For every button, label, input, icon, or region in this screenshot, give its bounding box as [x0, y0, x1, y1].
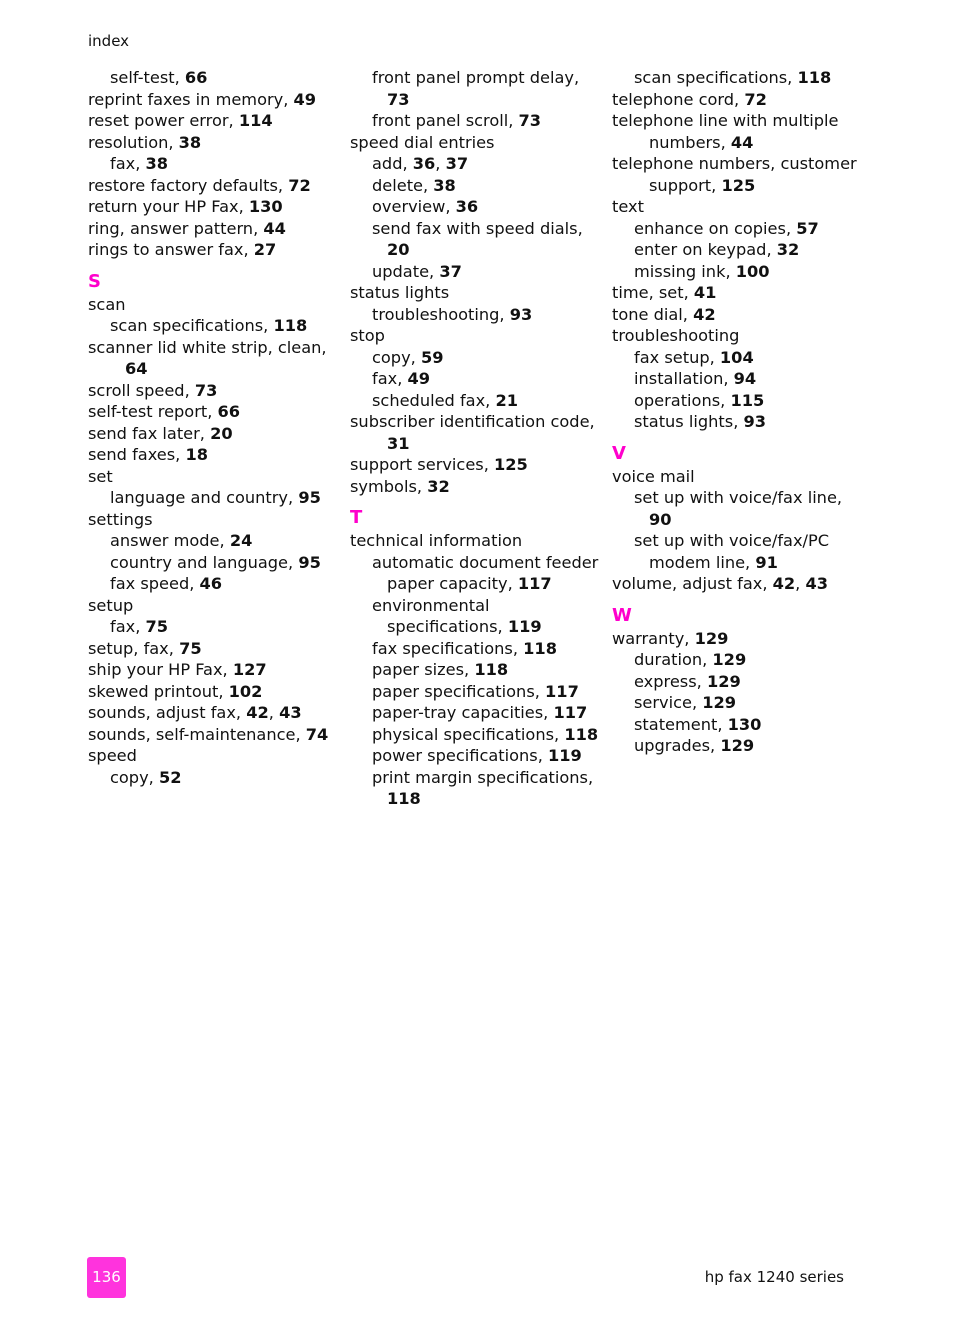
- entry-term: copy,: [372, 347, 421, 367]
- entry-page-ref: 37: [445, 154, 469, 173]
- entry-term: subscriber identification code,: [350, 412, 595, 431]
- entry-page-ref: 118: [474, 660, 509, 679]
- entry-page-ref: 66: [217, 402, 241, 421]
- entry-term: enhance on copies,: [634, 218, 797, 238]
- index-entry: [88, 239, 328, 261]
- index-entry: [612, 487, 852, 509]
- entry-term: support,: [649, 175, 722, 195]
- index-entry: [612, 153, 857, 175]
- entry-term: fax setup,: [634, 347, 720, 367]
- entry-term: fax specifications,: [372, 638, 524, 658]
- index-entry: [612, 218, 852, 240]
- entry-term: setup: [88, 595, 134, 615]
- entry-term: self-test report,: [88, 402, 218, 421]
- index-entry: [88, 358, 328, 380]
- entry-page-ref: 24: [229, 531, 253, 550]
- entry-term: troubleshooting: [612, 326, 740, 345]
- entry-page-ref: 27: [253, 240, 277, 259]
- entry-term: fax,: [110, 154, 146, 173]
- index-entry: [88, 487, 328, 509]
- index-entry: [350, 476, 590, 498]
- entry-term: troubleshooting,: [372, 304, 510, 324]
- entry-term: modem line,: [649, 552, 756, 572]
- index-entry: [350, 347, 590, 369]
- entry-term: fax speed,: [110, 574, 200, 593]
- entry-term: statement,: [634, 714, 728, 734]
- entry-term: answer mode,: [110, 531, 230, 550]
- entry-term: volume, adjust fax,: [612, 574, 773, 593]
- entry-term: upgrades,: [634, 736, 721, 755]
- entry-page-ref: 31: [387, 433, 410, 453]
- index-entry: [612, 530, 852, 552]
- index-entry: [350, 702, 590, 724]
- entry-term: scheduled fax,: [372, 390, 496, 410]
- index-entry: [350, 767, 594, 789]
- index-entry: [612, 239, 852, 261]
- entry-page-ref: 38: [178, 132, 202, 152]
- entry-page-ref: 32: [776, 240, 800, 259]
- entry-term: copy,: [110, 767, 159, 787]
- entry-term: overview,: [372, 197, 456, 216]
- entry-page-ref: 114: [238, 111, 273, 130]
- entry-term: setup, fax,: [88, 638, 180, 658]
- entry-page-ref: 49: [407, 369, 431, 388]
- index-entry: [350, 530, 590, 552]
- index-entry: [350, 595, 590, 617]
- entry-page-ref: 93: [743, 412, 767, 431]
- entry-page-ref: 117: [553, 703, 588, 722]
- entry-page-ref: 119: [507, 617, 542, 636]
- index-entry: [88, 380, 328, 402]
- entry-page-ref: 73: [194, 380, 218, 400]
- index-entry: [350, 282, 590, 304]
- index-entry: [350, 390, 590, 412]
- entry-page-ref: 20: [387, 240, 410, 259]
- index-entry: [350, 368, 590, 390]
- entry-term: specifications,: [387, 617, 508, 636]
- index-entry: [88, 638, 328, 660]
- index-entry: [350, 681, 590, 703]
- index-entry: [88, 110, 328, 132]
- entry-page-ref: 95: [298, 488, 321, 507]
- entry-term: scan specifications,: [634, 68, 798, 87]
- entry-page-ref: 43: [805, 574, 828, 593]
- entry-page-ref: 38: [433, 175, 456, 195]
- entry-term: rings to answer fax,: [88, 240, 254, 259]
- entry-term: return your HP Fax,: [88, 197, 249, 216]
- running-head: index: [88, 32, 130, 50]
- entry-page-ref: 75: [145, 617, 169, 636]
- index-entry: [88, 573, 328, 595]
- entry-page-ref: 118: [564, 724, 599, 744]
- entry-term: tone dial,: [612, 304, 694, 324]
- index-entry: [350, 411, 595, 433]
- entry-term: scroll speed,: [88, 380, 195, 400]
- entry-term: skewed printout,: [88, 681, 229, 701]
- entry-term: stop: [350, 326, 385, 345]
- entry-term: physical specifications,: [372, 724, 565, 744]
- section-letter: W: [612, 604, 632, 626]
- entry-page-ref: 94: [733, 369, 757, 388]
- entry-term: ship your HP Fax,: [88, 660, 233, 679]
- entry-page-ref: 43: [279, 703, 302, 722]
- index-entry: [612, 628, 852, 650]
- index-entry: [612, 196, 852, 218]
- entry-page-ref: 93: [509, 304, 533, 324]
- entry-page-ref: 73: [518, 111, 542, 130]
- index-entry: [88, 132, 328, 154]
- entry-page-ref: 117: [545, 681, 579, 701]
- index-entry: [612, 735, 852, 757]
- entry-term: scanner lid white strip, clean,: [88, 337, 327, 357]
- index-entry: [612, 175, 852, 197]
- entry-page-ref: 37: [439, 261, 462, 281]
- entry-term: text: [612, 197, 644, 216]
- index-entry: [612, 325, 852, 347]
- entry-term: time, set,: [612, 283, 694, 302]
- entry-term: restore factory defaults,: [88, 175, 289, 195]
- index-entry: [88, 89, 328, 111]
- index-entry: [88, 466, 328, 488]
- index-entry: [612, 649, 852, 671]
- entry-page-ref: 129: [702, 693, 737, 712]
- index-entry: [350, 788, 590, 810]
- index-entry: [88, 423, 328, 445]
- entry-page-ref: 46: [199, 574, 223, 593]
- index-entry: [88, 315, 328, 337]
- entry-page-ref: 104: [719, 347, 754, 367]
- entry-term: installation,: [634, 369, 734, 388]
- section-letter: V: [612, 442, 626, 464]
- entry-term: operations,: [634, 390, 731, 410]
- entry-page-ref: 42: [693, 304, 716, 324]
- index-entry: [612, 552, 852, 574]
- entry-term: speed: [88, 746, 137, 765]
- entry-term: power specifications,: [372, 746, 548, 765]
- index-entry: [88, 767, 328, 789]
- entry-page-ref: 129: [694, 628, 729, 648]
- entry-term: reset power error,: [88, 111, 239, 130]
- index-entry: [612, 466, 852, 488]
- index-entry: [350, 132, 590, 154]
- entry-page-ref: 118: [387, 789, 421, 808]
- entry-term: resolution,: [88, 132, 179, 152]
- entry-page-ref: 38: [145, 154, 169, 173]
- index-entry: [88, 218, 328, 240]
- entry-page-ref: 20: [210, 423, 233, 443]
- index-entry: [612, 714, 852, 736]
- entry-page-ref: 95: [298, 552, 321, 572]
- index-entry: [612, 132, 852, 154]
- index-entry: [612, 261, 852, 283]
- entry-term: set up with voice/fax line,: [634, 488, 843, 507]
- entry-page-ref: 72: [288, 175, 311, 195]
- index-column-2: [350, 67, 599, 810]
- index-entry: [612, 368, 852, 390]
- entry-term: print margin specifications,: [372, 767, 594, 787]
- index-entry: [350, 239, 590, 261]
- entry-page-ref: 91: [755, 552, 778, 572]
- index-entry: sounds, adjust fax, 42, 43: [88, 703, 302, 722]
- entry-page-ref: 125: [721, 175, 756, 195]
- index-column-3: [612, 67, 857, 757]
- entry-page-ref: 129: [720, 736, 755, 755]
- entry-term: sounds, adjust fax,: [88, 703, 247, 722]
- index-entry: [350, 218, 590, 240]
- entry-term: country and language,: [110, 552, 299, 572]
- entry-term: paper capacity,: [387, 574, 518, 593]
- entry-page-ref: 125: [494, 455, 528, 474]
- entry-page-ref: 130: [727, 714, 762, 734]
- entry-term: language and country,: [110, 488, 299, 507]
- index-entry: [612, 390, 852, 412]
- index-entry: [612, 692, 852, 714]
- entry-term: scan specifications,: [110, 316, 274, 335]
- entry-term: update,: [372, 261, 440, 281]
- entry-term: fax,: [372, 369, 408, 388]
- index-entry: [350, 261, 590, 283]
- entry-page-ref: 115: [730, 390, 765, 410]
- entry-page-ref: 42: [772, 574, 796, 593]
- index-entry: [88, 509, 328, 531]
- entry-page-ref: 117: [517, 574, 552, 593]
- entry-page-ref: 119: [548, 746, 582, 765]
- entry-page-ref: 118: [273, 316, 308, 335]
- entry-term: telephone cord,: [612, 89, 745, 109]
- entry-term: set up with voice/fax/PC: [634, 531, 830, 550]
- index-entry: [612, 110, 852, 132]
- entry-page-ref: 41: [693, 283, 717, 302]
- entry-page-ref: 57: [796, 218, 819, 238]
- section-letter: S: [88, 270, 101, 292]
- entry-term: paper specifications,: [372, 681, 546, 701]
- index-entry: [88, 552, 328, 574]
- index-entry: [612, 671, 852, 693]
- section-letter: T: [350, 507, 363, 528]
- index-entry: [88, 595, 328, 617]
- entry-page-ref: 74: [305, 724, 329, 744]
- entry-page-ref: 52: [158, 767, 182, 787]
- index-entry: [88, 745, 328, 767]
- index-entry: [88, 67, 328, 89]
- index-entry: [88, 681, 328, 703]
- index-entry: [350, 724, 599, 746]
- entry-page-ref: 44: [730, 132, 754, 152]
- index-entry: [350, 616, 590, 638]
- entry-page-ref: 21: [495, 390, 518, 410]
- entry-term: status lights,: [634, 412, 744, 431]
- index-entry: [350, 659, 590, 681]
- index-entry: [350, 573, 590, 595]
- index-entry: [350, 89, 590, 111]
- entry-page-ref: 118: [523, 638, 557, 658]
- index-entry: add, 36, 37: [372, 154, 469, 173]
- index-entry: [612, 89, 852, 111]
- entry-term: paper sizes,: [372, 660, 475, 679]
- entry-term: speed dial entries: [350, 132, 495, 152]
- page-number-badge: [87, 1257, 126, 1298]
- entry-page-ref: 118: [797, 68, 832, 87]
- entry-term: ring, answer pattern,: [88, 218, 264, 238]
- entry-page-ref: 130: [248, 197, 283, 216]
- entry-term: automatic document feeder: [372, 552, 599, 572]
- index-entry: [350, 67, 590, 89]
- entry-term: telephone numbers, customer: [612, 154, 857, 173]
- index-entry: [88, 401, 328, 423]
- entry-page-ref: 42: [246, 703, 269, 722]
- entry-term: express,: [634, 671, 707, 691]
- entry-page-ref: 102: [228, 681, 263, 701]
- entry-term: send faxes,: [88, 445, 186, 464]
- index-entry: volume, adjust fax, 42, 43: [612, 574, 828, 593]
- index-entry: [88, 294, 328, 316]
- index-entry: [612, 67, 852, 89]
- index-entry: [612, 282, 852, 304]
- entry-page-ref: 49: [293, 89, 317, 109]
- entry-term: warranty,: [612, 628, 695, 648]
- index-entry: [350, 454, 590, 476]
- entry-term: front panel scroll,: [372, 111, 519, 130]
- footer-title: hp fax 1240 series: [704, 1268, 844, 1286]
- index-column-1: [88, 67, 328, 788]
- entry-page-ref: 32: [427, 476, 450, 496]
- entry-term: environmental: [372, 595, 490, 615]
- index-entry: [88, 530, 328, 552]
- index-entry: [612, 304, 852, 326]
- index-entry: [88, 153, 328, 175]
- entry-term: scan: [88, 294, 126, 314]
- entry-term: reprint faxes in memory,: [88, 89, 294, 109]
- index-entry: [88, 196, 328, 218]
- index-entry: [612, 509, 852, 531]
- index-entry: [612, 411, 852, 433]
- index-entry: [350, 325, 590, 347]
- entry-page-ref: 59: [420, 347, 444, 367]
- entry-page-ref: 129: [706, 671, 741, 691]
- index-entry: [88, 724, 328, 746]
- entry-term: voice mail: [612, 466, 695, 486]
- index-entry: [88, 175, 328, 197]
- entry-term: numbers,: [649, 132, 731, 152]
- entry-term: telephone line with multiple: [612, 111, 839, 130]
- entry-term: symbols,: [350, 476, 428, 496]
- entry-term: send fax with speed dials,: [372, 218, 583, 238]
- entry-term: enter on keypad,: [634, 240, 777, 259]
- entry-term: fax,: [110, 617, 146, 636]
- index-entry: [350, 745, 590, 767]
- entry-page-ref: 18: [185, 445, 208, 464]
- index-entry: [350, 175, 590, 197]
- entry-page-ref: 129: [712, 650, 747, 669]
- index-entry: [350, 196, 590, 218]
- page-number: 136: [92, 1268, 121, 1286]
- entry-term: settings: [88, 509, 153, 529]
- index-entry: [350, 552, 599, 574]
- entry-page-ref: 75: [179, 638, 202, 658]
- index-entry: [612, 347, 852, 369]
- entry-term: send fax later,: [88, 423, 211, 443]
- entry-page-ref: 127: [232, 660, 267, 679]
- entry-term: self-test,: [110, 68, 185, 87]
- entry-page-ref: 36: [412, 154, 436, 173]
- entry-term: add,: [372, 154, 413, 173]
- index-entry: [350, 304, 590, 326]
- index-entry: [350, 110, 590, 132]
- index-entry: [88, 444, 328, 466]
- entry-term: paper-tray capacities,: [372, 703, 554, 722]
- entry-term: technical information: [350, 531, 523, 550]
- index-entry: [88, 337, 328, 359]
- entry-page-ref: 44: [263, 218, 286, 238]
- entry-page-ref: 72: [744, 89, 767, 109]
- entry-term: duration,: [634, 650, 713, 669]
- index-entry: [88, 659, 328, 681]
- entry-page-ref: 100: [735, 261, 770, 281]
- entry-term: status lights: [350, 283, 450, 302]
- entry-page-ref: 64: [125, 359, 148, 378]
- entry-term: delete,: [372, 175, 434, 195]
- entry-term: front panel prompt delay,: [372, 68, 580, 87]
- index-entry: [350, 433, 590, 455]
- index-entry: [88, 616, 328, 638]
- entry-term: set: [88, 466, 113, 486]
- entry-term: missing ink,: [634, 261, 736, 281]
- entry-page-ref: 36: [455, 197, 479, 216]
- entry-page-ref: 66: [184, 68, 208, 87]
- entry-term: support services,: [350, 455, 495, 474]
- entry-term: sounds, self-maintenance,: [88, 724, 306, 744]
- entry-page-ref: 73: [387, 89, 410, 109]
- entry-page-ref: 90: [649, 509, 672, 529]
- index-entry: [350, 638, 590, 660]
- entry-term: service,: [634, 693, 703, 712]
